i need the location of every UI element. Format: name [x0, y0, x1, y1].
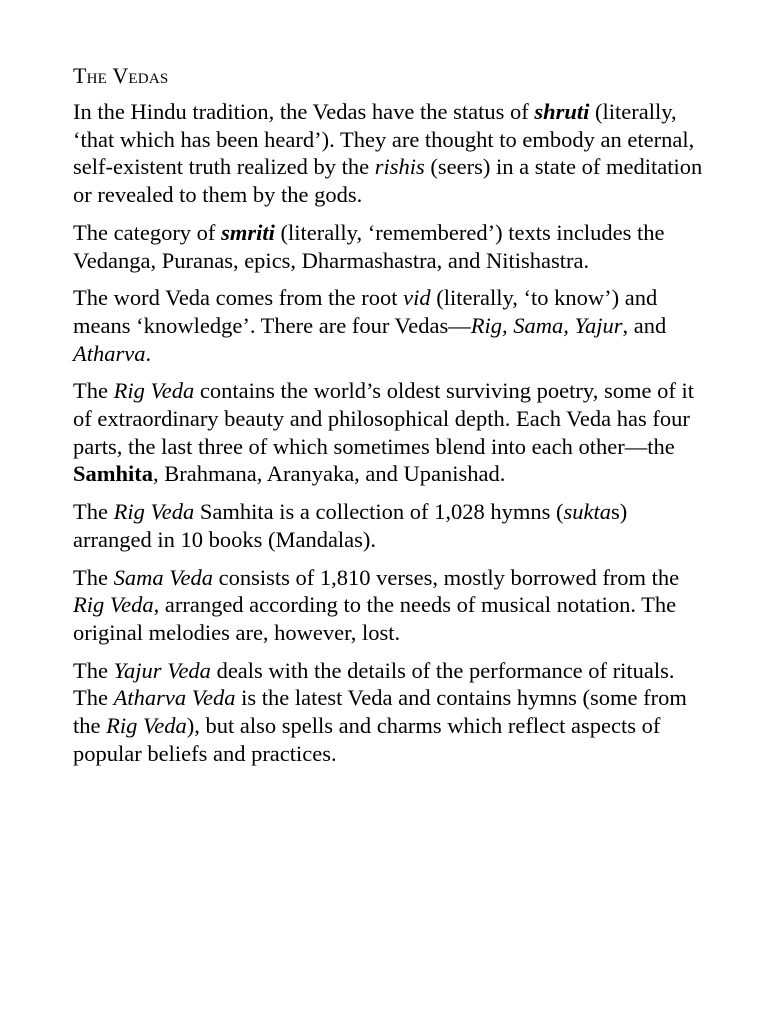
- term-rig-sama-yajur: Rig, Sama, Yajur: [470, 312, 623, 338]
- paragraph-rig-veda: [73, 377, 703, 488]
- term-sama-veda: Sama Veda: [113, 564, 213, 590]
- term-vid: vid: [403, 285, 431, 311]
- text: s) arranged in 10 books (Mandalas).: [73, 499, 628, 552]
- text: Samhita is a collection of 1,028 hymns (: [194, 499, 564, 525]
- text: The: [73, 564, 114, 590]
- term-smriti: smriti: [221, 219, 275, 245]
- text: (seers) in a state of meditation or revealed to them by the gods.: [73, 154, 703, 208]
- paragraph-sama-veda: [73, 564, 703, 647]
- document-page: [73, 62, 703, 777]
- term-rig-veda: Rig Veda: [106, 713, 187, 739]
- term-atharva-veda: Atharva Veda: [113, 685, 236, 711]
- text: The: [73, 499, 114, 525]
- term-rig-veda: Rig Veda: [113, 378, 195, 404]
- term-rishis: rishis: [374, 154, 425, 180]
- text: is the latest Veda and contains hymns (some from the: [73, 685, 687, 739]
- paragraph-veda-etymology: [73, 284, 703, 367]
- paragraph-shruti: [73, 98, 703, 209]
- section-heading: The Vedas: [73, 63, 169, 88]
- term-rig-veda: Rig Veda: [73, 592, 154, 618]
- paragraph-smriti: [73, 219, 703, 274]
- term-rig-veda: Rig Veda: [113, 499, 195, 525]
- text: , and: [622, 312, 667, 338]
- text: The word Veda comes from the root: [73, 285, 404, 311]
- term-yajur-veda: Yajur Veda: [113, 657, 211, 683]
- term-atharva: Atharva: [73, 340, 146, 366]
- paragraph-yajur-atharva: [73, 657, 703, 768]
- text: The category of: [73, 219, 222, 245]
- text: (literally, ‘that which has been heard’). They are thought to embody an eternal, self-existent truth realized by the: [73, 99, 695, 180]
- text: consists of 1,810 verses, mostly borrowed from the: [212, 564, 680, 590]
- text: (literally, ‘remembered’) texts includes the Vedanga, Puranas, epics, Dharmashastra, and Nitishastra.: [73, 219, 665, 273]
- text: The: [73, 378, 114, 404]
- text: , arranged according to the needs of musical notation. The original melodies are, however, lost.: [73, 592, 677, 645]
- term-sukta: sukta: [563, 499, 612, 525]
- text: (literally, ‘to know’) and means ‘knowledge’. There are four Vedas—: [73, 285, 658, 338]
- term-shruti: shruti: [534, 99, 590, 124]
- text: ), but also spells and charms which reflect aspects of popular beliefs and practices.: [73, 713, 661, 766]
- paragraph-rig-veda-samhita: [73, 498, 703, 553]
- text: contains the world’s oldest surviving poetry, some of it of extraordinary beauty and philosophical depth. Each Veda has four parts, the last three of which sometimes blend into each other—the: [73, 378, 694, 459]
- text: deals with the details of the performance of rituals. The: [73, 657, 675, 711]
- text: .: [145, 340, 152, 366]
- text: In the Hindu tradition, the Vedas have the status of: [73, 99, 535, 124]
- text: , Brahmana, Aranyaka, and Upanishad.: [153, 461, 506, 487]
- text: The: [73, 657, 114, 683]
- term-samhita: Samhita: [73, 461, 154, 487]
